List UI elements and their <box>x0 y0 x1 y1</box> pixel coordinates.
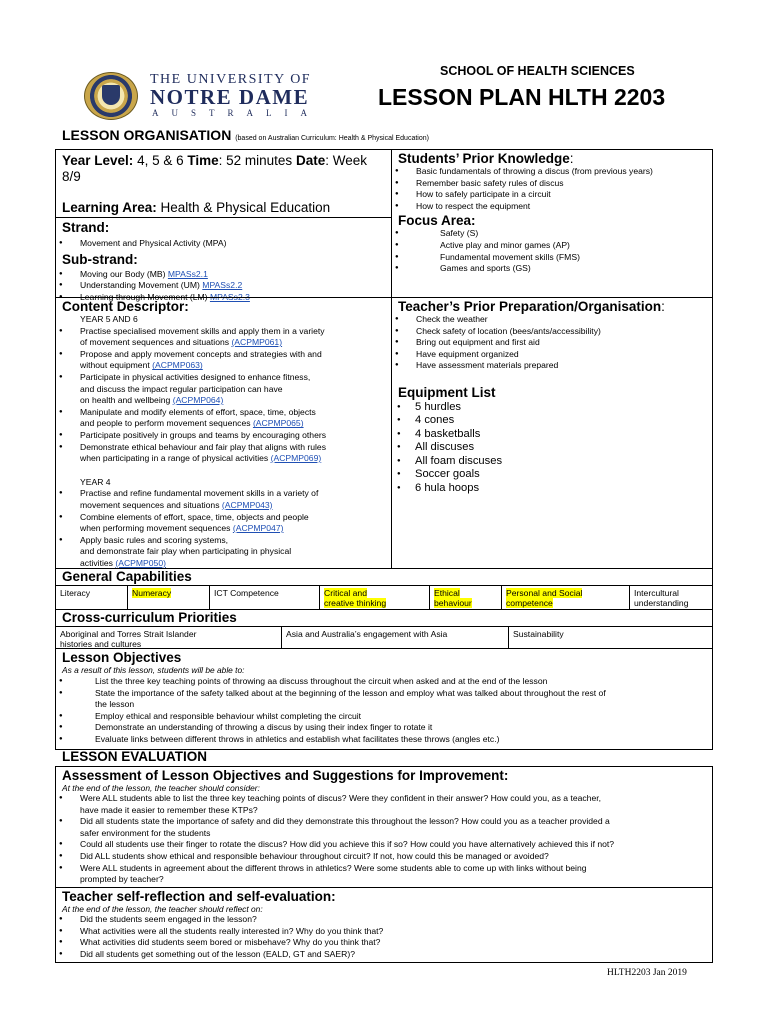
list-item: ● Fundamental movement skills (FMS) <box>392 252 712 264</box>
reflection-list <box>56 914 712 960</box>
list-item: ● Apply basic rules and scoring systems, and demonstrate fair play when participating in physical activities (ACPMP050) <box>56 535 391 570</box>
assessment-title: Assessment of Lesson Objectives and Suggestions for Improvement: <box>62 768 509 783</box>
list-item: ● Employ ethical and responsible behaviour whilst completing the circuit <box>56 711 712 723</box>
focus-title: Focus Area: <box>398 213 476 229</box>
priority-cell: Asia and Australia’s engagement with Asia <box>282 627 509 648</box>
list-item: ● Participate in physical activities designed to enhance fitness, and discuss the impact regular participation can have on health and wellbeing (ACPMP064) <box>56 372 391 407</box>
list-item: ● Did all students get something out of the lesson (EALD, GT and SAER)? <box>56 949 712 961</box>
year-5-6-heading: YEAR 5 AND 6 <box>80 314 138 324</box>
equipment-title: Equipment List <box>398 384 496 400</box>
prior-knowledge-list <box>392 166 712 212</box>
list-item: ● What activities did students seem bored or misbehave? Why do you think that? <box>56 937 712 949</box>
year-level-line: Year Level: 4, 5 & 6 Time: 52 minutes Date: Week 8/9 <box>62 153 367 184</box>
list-item: ● Were ALL students in agreement about the different throws in athletics? Were some students able to come up with links without being prompted by teacher? <box>56 863 712 886</box>
objectives-intro: As a result of this lesson, students will be able to: <box>62 665 245 675</box>
capability-cell: Numeracy <box>128 586 210 609</box>
cross-curriculum-header <box>55 609 713 627</box>
list-item: ● List the three key teaching points of throwing aa discuss throughout the circuit when asked and at the end of the lesson <box>56 676 712 688</box>
organisation-note: (based on Australian Curriculum: Health & Physical Education) <box>235 135 429 142</box>
list-item: ● How to safely participate in a circuit <box>392 189 712 201</box>
list-item: ● Check the weather <box>392 314 712 326</box>
curriculum-link[interactable]: (ACPMP065) <box>252 418 304 429</box>
list-item: ● Active play and minor games (AP) <box>392 240 712 252</box>
list-item: ● Understanding Movement (UM) MPASs2.2 <box>56 280 391 292</box>
teacher-prep-section <box>391 297 713 569</box>
list-item: ● Learning through Movement (LM) MPASs2.3 <box>56 292 391 304</box>
list-item: ● Did ALL students show ethical and responsible behaviour throughout circuit? If not, how could this be managed or avoided? <box>56 851 712 863</box>
list-item: ● Demonstrate an understanding of throwing a discus by using their index finger to rotate it <box>56 722 712 734</box>
list-item: ● Check safety of location (bees/ants/accessibility) <box>392 326 712 338</box>
teacher-prep-title: Teacher’s Prior Preparation/Organisation: <box>398 299 665 314</box>
capabilities-title: General Capabilities <box>62 569 192 584</box>
capability-cell: Intercultural understanding <box>634 588 689 609</box>
content-descriptor-section <box>55 297 392 569</box>
list-item: ● Games and sports (GS) <box>392 263 712 275</box>
organisation-heading: LESSON ORGANISATION (based on Australian Curriculum: Health & Physical Education) <box>62 127 429 143</box>
assessment-list <box>56 793 712 886</box>
reflection-section <box>55 887 713 963</box>
list-item: ● Practise specialised movement skills and apply them in a variety of movement sequences and situations (ACPMP061) <box>56 326 391 349</box>
list-item: ● Practise and refine fundamental movement skills in a variety of movement sequences and situations (ACPMP043) <box>56 488 391 511</box>
curriculum-link[interactable]: (ACPMP069) <box>270 453 322 464</box>
curriculum-link[interactable]: (ACPMP043) <box>221 499 273 510</box>
cross-curriculum-table <box>55 626 713 649</box>
list-item: ● All foam discuses <box>392 455 712 469</box>
curriculum-link[interactable]: (ACPMP061) <box>231 337 283 348</box>
curriculum-link[interactable]: (ACPMP050) <box>115 557 166 568</box>
learning-area-line: Learning Area: Health & Physical Education <box>62 200 331 215</box>
assessment-intro: At the end of the lesson, the teacher should consider: <box>62 783 260 793</box>
capabilities-header <box>55 568 713 586</box>
content-list-56 <box>56 326 391 465</box>
list-item: ● Remember basic safety rules of discus <box>392 178 712 190</box>
curriculum-link[interactable]: MPASs2.2 <box>202 280 243 291</box>
page-footer: HLTH2203 Jan 2019 <box>607 968 687 978</box>
university-seal-icon <box>84 72 138 120</box>
list-item: ● What activities were all the students really interested in? Why do you think that? <box>56 926 712 938</box>
school-name: SCHOOL OF HEALTH SCIENCES <box>440 64 635 78</box>
list-item: ● 5 hurdles <box>392 401 712 415</box>
list-item: ● 4 basketballs <box>392 428 712 442</box>
list-item: ● Basic fundamentals of throwing a discus (from previous years) <box>392 166 712 178</box>
content-descriptor-title: Content Descriptor: <box>62 299 189 314</box>
list-item: ● Combine elements of effort, space, time, objects and people when performing movement sequences (ACPMP047) <box>56 512 391 535</box>
reflection-intro: At the end of the lesson, the teacher should reflect on: <box>62 904 263 914</box>
content-list-4 <box>56 488 391 569</box>
page-title: LESSON PLAN HLTH 2203 <box>378 84 666 110</box>
capabilities-table <box>55 585 713 610</box>
capability-cell: Critical and creative thinking <box>320 586 430 609</box>
capability-cell: Personal and Social competence <box>502 586 630 609</box>
evaluation-heading: LESSON EVALUATION <box>62 749 208 764</box>
university-line-2: NOTRE DAME <box>150 85 310 109</box>
focus-list <box>392 228 712 274</box>
list-item: ● Manipulate and modify elements of effort, space, time, objects and people to perform movement sequences (ACPMP065) <box>56 407 391 430</box>
list-item: ● Safety (S) <box>392 228 712 240</box>
assessment-section <box>55 766 713 888</box>
objectives-title: Lesson Objectives <box>62 650 182 665</box>
university-logo <box>84 70 344 122</box>
list-item: ● Did all students state the importance of safety and did they demonstrate this throughout the lesson? How could you as a teacher provided a safer environment for the students <box>56 816 712 839</box>
university-line-1: THE UNIVERSITY OF <box>150 72 312 87</box>
list-item: ● 4 cones <box>392 414 712 428</box>
strand-list <box>56 238 391 250</box>
university-line-3: AUSTRALIA <box>152 108 320 118</box>
capability-cell: Literacy <box>56 586 128 609</box>
list-item: ● Moving our Body (MB) MPASs2.1 <box>56 269 391 281</box>
list-item: ● Movement and Physical Activity (MPA) <box>56 238 391 250</box>
list-item: ● Did the students seem engaged in the lesson? <box>56 914 712 926</box>
capability-cell: Ethical behaviour <box>430 586 502 609</box>
capability-cell: ICT Competence <box>210 586 320 609</box>
list-item: ● Bring out equipment and first aid <box>392 337 712 349</box>
equipment-list <box>392 401 712 496</box>
teacher-prep-list <box>392 314 712 372</box>
objectives-section <box>55 648 713 750</box>
list-item: ● Have equipment organized <box>392 349 712 361</box>
curriculum-link[interactable]: MPASs2.3 <box>209 291 250 302</box>
curriculum-link[interactable]: (ACPMP063) <box>152 360 203 371</box>
priority-cell: Aboriginal and Torres Strait Islander histories and cultures <box>56 627 282 648</box>
list-item: ● How to respect the equipment <box>392 201 712 213</box>
curriculum-link[interactable]: (ACPMP064) <box>172 395 224 406</box>
list-item: ● 6 hula hoops <box>392 482 712 496</box>
reflection-title: Teacher self-reflection and self-evaluation: <box>62 889 336 904</box>
list-item: ● Evaluate links between different throws in athletics and establish what facilitates these throws (angles etc.) <box>56 734 712 746</box>
objectives-list <box>56 676 712 746</box>
list-item: ● Have assessment materials prepared <box>392 360 712 372</box>
strand-title: Strand: <box>62 220 110 235</box>
list-item: ● All discuses <box>392 441 712 455</box>
list-item: ● State the importance of the safety talked about at the beginning of the lesson and employ what was talked about throughout the rest of the lesson <box>56 688 712 711</box>
year-4-heading: YEAR 4 <box>80 476 111 487</box>
list-item: ● Were ALL students able to list the three key teaching points of discus? Were they confident in their answer? How could you, as a teacher, have made it easier to remember these KTPs? <box>56 793 712 816</box>
year-level-section <box>55 149 392 218</box>
cross-curriculum-title: Cross-curriculum Priorities <box>62 610 237 625</box>
list-item: ● Participate positively in groups and teams by encouraging others <box>56 430 391 442</box>
prior-knowledge-title: Students’ Prior Knowledge: <box>398 151 574 166</box>
list-item: ● Soccer goals <box>392 468 712 482</box>
list-item: ● Propose and apply movement concepts and strategies with and without equipment (ACPMP063) <box>56 349 391 372</box>
list-item: ● Could all students use their finger to rotate the discus? How did you achieve this if so? How could you have alternatively achieved this if not? <box>56 839 712 851</box>
prior-knowledge-section <box>391 149 713 298</box>
list-item: ● Demonstrate ethical behaviour and fair play that aligns with rules when participating in a range of physical activities (ACPMP069) <box>56 442 391 465</box>
curriculum-link[interactable]: MPASs2.1 <box>167 268 208 279</box>
strand-section <box>55 217 392 302</box>
substrand-title: Sub-strand: <box>62 251 138 267</box>
priority-cell: Sustainability <box>513 629 564 639</box>
curriculum-link[interactable]: (ACPMP047) <box>232 523 284 534</box>
